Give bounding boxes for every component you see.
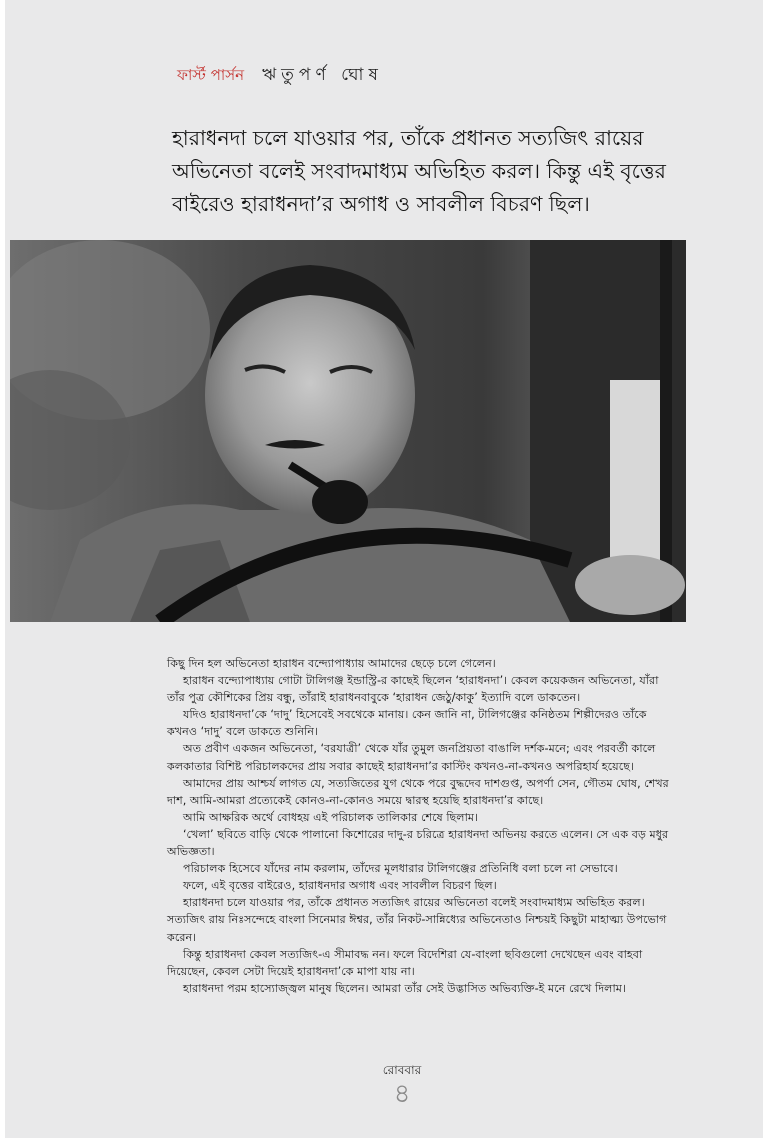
body-paragraph: কিন্তু হারাধনদা কেবল সত্যজিৎ-এ সীমাবদ্ধ নন। ফলে বিদেশিরা যে-বাংলা ছবিগুলো দেখেছেন এবং বাহবা দিয়েছেন, কেবল সেটা দিয়েই হারাধনদা’কে মাপা যায় না। — [167, 947, 643, 978]
article-body — [167, 655, 672, 997]
film-still-photo — [10, 240, 686, 622]
body-paragraph: হারাধনদা চলে যাওয়ার পর, তাঁকে প্রধানত সত্যজিৎ রায়ের অভিনেতা বলেই সংবাদমাধ্যম অভিহিত করল। সত্যজিৎ রায় নিঃসন্দেহে বাংলা সিনেমার ঈশ্বর, তাঁর নিকট-সান্নিধ্যের অভিনেতাও নিশ্চয়ই কিছুটা মাহাত্ম্য উপভোগ করেন। — [167, 896, 667, 944]
page-footer — [367, 1062, 437, 1109]
lead-line: অভিনেতা বলেই সংবাদমাধ্যম অভিহিত করল। কিন্তু এই বৃত্তের — [172, 159, 666, 183]
author-name: ঋতুপর্ণ ঘোষ — [262, 65, 383, 85]
lead-paragraph — [172, 122, 692, 221]
body-paragraph: কিছু দিন হল অভিনেতা হারাধন বন্দ্যোপাধ্যায় আমাদের ছেড়ে চলে গেলেন। — [167, 657, 496, 670]
photo-illustration — [10, 240, 686, 622]
body-paragraph: আমাদের প্রায় আশ্চর্য লাগত যে, সত্যজিতের যুগ থেকে পরে বুদ্ধদেব দাশগুপ্ত, অপর্ণা সেন, গৌতম ঘোষ, শেখর দাশ, আমি-আমরা প্রত্যেকেই কোনও-না-কোনও সময়ে দ্বারস্থ হয়েছি হারাধনদা’র কাছে। — [167, 776, 669, 807]
section-title: ফার্স্ট পার্সন — [177, 66, 245, 84]
lead-line: হারাধনদা চলে যাওয়ার পর, তাঁকে প্রধানত সত্যজিৎ রায়ের — [172, 126, 644, 150]
body-paragraph: আমি আক্ষরিক অর্থে বোধহয় এই পরিচালক তালিকার শেষে ছিলাম। — [183, 810, 479, 824]
body-paragraph: পরিচালক হিসেবে যাঁদের নাম করলাম, তাঁদের মূলধারার টালিগঞ্জের প্রতিনিধি বলা চলে না সেভাবে। — [183, 862, 618, 876]
magazine-name: রোববার — [382, 1063, 422, 1077]
page-number: ৪ — [393, 1079, 411, 1109]
magazine-page — [5, 0, 763, 1138]
column-header — [177, 62, 383, 90]
body-paragraph: হারাধনদা পরম হাস্যোজ্জ্বল মানুষ ছিলেন। আমরা তাঁর সেই উদ্ভাসিত অভিব্যক্তি-ই মনে রেখে দিলাম। — [183, 981, 626, 995]
body-paragraph: ‘খেলা’ ছবিতে বাড়ি থেকে পালানো কিশোরের দাদু-র চরিত্রে হারাধনদা অভিনয় করতে এলেন। সে এক বড় মধুর অভিজ্ঞতা। — [167, 827, 669, 859]
body-paragraph: যদিও হারাধনদা’কে ‘দাদু’ হিসেবেই সবথেকে মানায়। কেন জানি না, টালিগঞ্জের কনিষ্ঠতম শিল্পীদেরও তাঁকে কখনও ‘দাদু’ বলে ডাকতে শুনিনি। — [167, 708, 647, 739]
body-paragraph: ফলে, এই বৃত্তের বাইরেও, হারাধনদার অগাধ এবং সাবলীল বিচরণ ছিল। — [183, 879, 497, 893]
lead-line: বাইরেও হারাধনদা’র অগাধ ও সাবলীল বিচরণ ছিল। — [172, 192, 590, 216]
body-paragraph: হারাধন বন্দ্যোপাধ্যায় গোটা টালিগঞ্জ ইন্ডাস্ট্রি-র কাছেই ছিলেন ‘হারাধনদা’। কেবল কয়েকজন অভিনেতা, যাঁরা তাঁর পুত্র কৌশিকের প্রিয় বন্ধু, তাঁরাই হারাধনবাবুকে ‘হারাধন জেঠু/কাকু’ ইত্যাদি বলে ডাকতেন। — [167, 674, 659, 705]
body-paragraph: অত প্রবীণ একজন অভিনেতা, ‘বরযাত্রী’ থেকে যাঁর তুমুল জনপ্রিয়তা বাঙালি দর্শক-মনে; এবং পরবর্তী কালে কলকাতার বিশিষ্ট পরিচালকদের প্রায় সবার কাছেই হারাধনদা’র কাস্টিং কখনও-না-কখনও অপরিহার্য হয়েছে। — [167, 742, 656, 773]
